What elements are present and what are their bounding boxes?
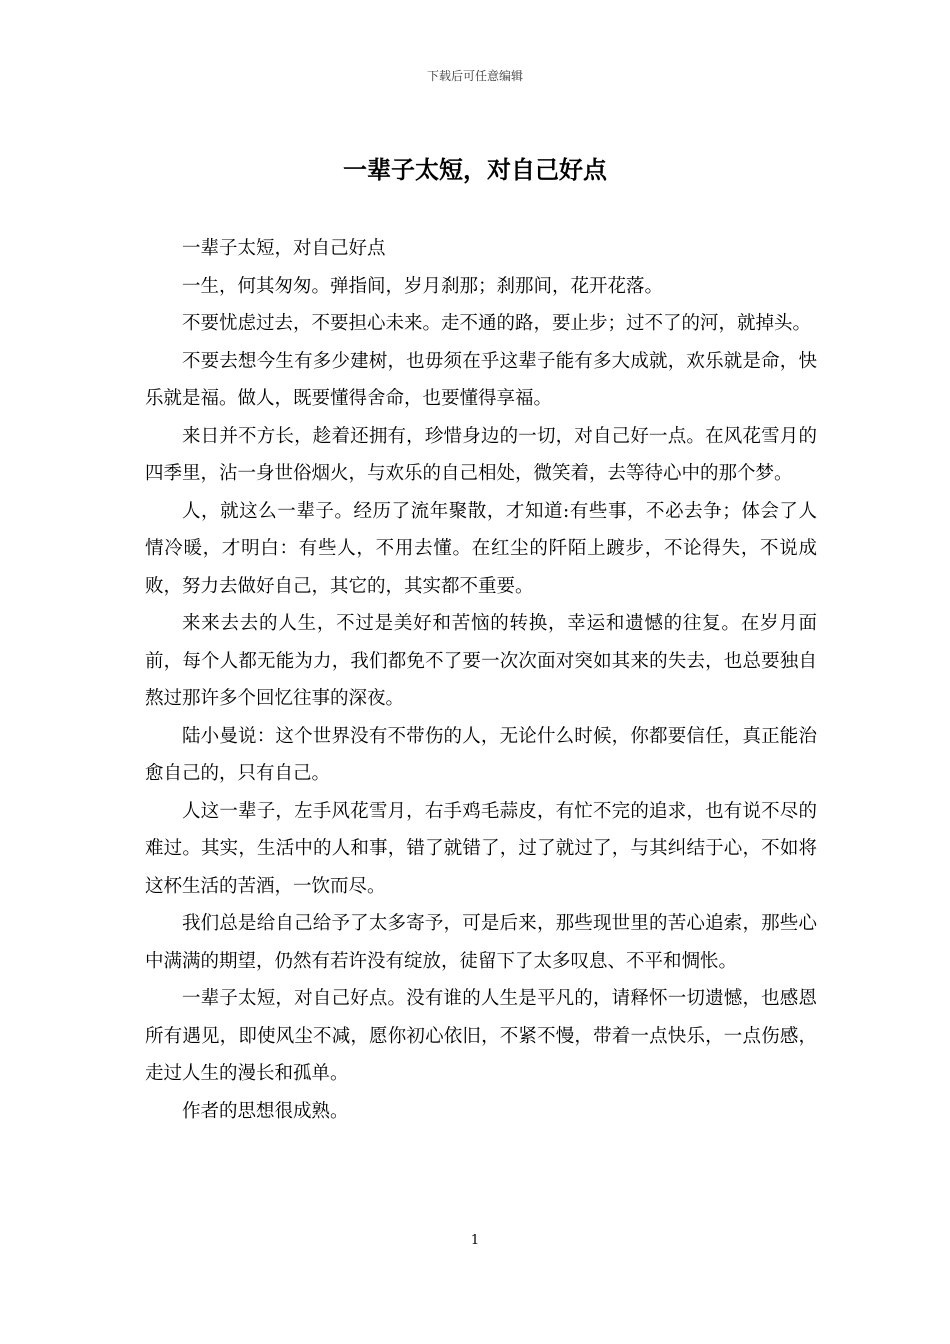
paragraph: 来日并不方长，趁着还拥有，珍惜身边的一切，对自己好一点。在风花雪月的四季里，沾一身世俗烟火，与欢乐的自己相处，微笑着，去等待心中的那个梦。 [145,425,817,484]
paragraph: 一生，何其匆匆。弹指间，岁月刹那；刹那间，花开花落。 [182,275,664,297]
paragraph: 人，就这么一辈子。经历了流年聚散，才知道:有些事，不必去争；体会了人情冷暖，才明白：有些人，不用去懂。在红尘的阡陌上踱步，不论得失，不说成败，努力去做好自己，其它的，其实都不重要。 [145,500,817,597]
document-title: 一辈子太短，对自己好点 [343,155,607,184]
paragraph: 一辈子太短，对自己好点 [182,238,386,259]
document-body [145,230,817,1130]
paragraph: 不要忧虑过去，不要担心未来。走不通的路，要止步；过不了的河，就掉头。 [182,313,812,334]
paragraph: 作者的思想很成熟。 [182,1100,349,1122]
page-number: 1 [470,1233,480,1248]
paragraph: 我们总是给自己给予了太多寄予，可是后来，那些现世里的苦心追索，那些心中满满的期望，仍然有若许没有绽放，徒留下了太多叹息、不平和惆怅。 [145,913,817,972]
header-note: 下载后可任意编辑 [426,69,523,83]
paragraph: 陆小曼说：这个世界没有不带伤的人，无论什么时候，你都要信任，真正能治愈自己的，只有自己。 [145,725,817,784]
paragraph: 来来去去的人生，不过是美好和苦恼的转换，幸运和遗憾的往复。在岁月面前，每个人都无能为力，我们都免不了要一次次面对突如其来的失去，也总要独自熬过那许多个回忆往事的深夜。 [145,613,817,709]
paragraph: 人这一辈子，左手风花雪月，右手鸡毛蒜皮，有忙不完的追求，也有说不尽的难过。其实，生活中的人和事，错了就错了，过了就过了，与其纠结于心，不如将这杯生活的苦酒，一饮而尽。 [145,800,817,897]
paragraph: 一辈子太短，对自己好点。没有谁的人生是平凡的，请释怀一切遗憾，也感恩所有遇见，即使风尘不减，愿你初心依旧，不紧不慢，带着一点快乐，一点伤感，走过人生的漫长和孤单。 [145,988,817,1084]
paragraph: 不要去想今生有多少建树，也毋须在乎这辈子能有多大成就，欢乐就是命，快乐就是福。做人，既要懂得舍命，也要懂得享福。 [145,350,817,409]
